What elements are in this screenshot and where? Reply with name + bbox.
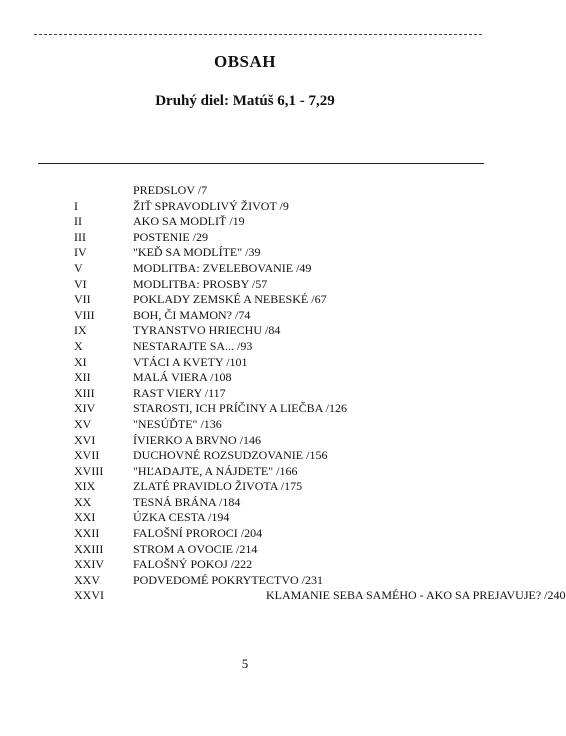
toc-entry — [0, 417, 490, 433]
toc-entry — [0, 245, 490, 261]
section-divider — [38, 163, 484, 164]
toc-entry — [0, 526, 490, 542]
toc-chapter-title: RAST VIERY /117 — [133, 385, 226, 400]
toc-chapter-title: TYRANSTVO HRIECHU /84 — [133, 323, 281, 338]
toc-chapter-number: X — [74, 338, 83, 353]
toc-entry — [0, 183, 490, 199]
toc-chapter-number: VIII — [74, 307, 95, 322]
toc-chapter-title: POSTENIE /29 — [133, 229, 208, 244]
toc-entry — [0, 433, 490, 449]
toc-chapter-number: VI — [74, 276, 87, 291]
toc-entry — [0, 308, 490, 324]
toc-chapter-title: ÚZKA CESTA /194 — [133, 510, 230, 525]
toc-chapter-title: BOH, ČI MAMON? /74 — [133, 307, 251, 322]
toc-chapter-title: PREDSLOV /7 — [133, 183, 208, 197]
toc-chapter-title: POKLADY ZEMSKÉ A NEBESKÉ /67 — [133, 292, 327, 307]
toc-chapter-title: ÍVIERKO A BRVNO /146 — [133, 432, 262, 447]
toc-entry — [0, 339, 490, 355]
toc-chapter-number: III — [74, 229, 86, 244]
toc-chapter-number: XVIII — [74, 463, 104, 478]
toc-chapter-title: MODLITBA: ZVELEBOVANIE /49 — [133, 260, 312, 275]
toc-entry — [0, 277, 490, 293]
toc-entry — [0, 510, 490, 526]
toc-entry — [0, 230, 490, 246]
page-title: OBSAH — [213, 52, 277, 71]
toc-entry — [0, 199, 490, 215]
toc-chapter-number: IX — [74, 323, 87, 338]
toc-entry — [0, 323, 490, 339]
toc-chapter-number: VII — [74, 292, 91, 307]
toc-entry — [0, 214, 490, 230]
toc-chapter-title: "HĽADAJTE, A NÁJDETE" /166 — [133, 463, 298, 478]
toc-chapter-number: XI — [74, 354, 87, 369]
toc-chapter-number: XV — [74, 416, 92, 431]
toc-chapter-number: XVI — [74, 432, 96, 447]
toc-chapter-number: I — [74, 198, 78, 213]
toc-entry — [0, 557, 490, 573]
toc-entry — [0, 386, 490, 402]
toc-chapter-number: XII — [74, 370, 91, 385]
toc-entry — [0, 261, 490, 277]
toc-chapter-number: XIX — [74, 479, 96, 494]
toc-entry — [0, 355, 490, 371]
toc-chapter-title: STAROSTI, ICH PRÍČINY A LIEČBA /126 — [133, 401, 347, 416]
toc-chapter-number: XXI — [74, 510, 96, 525]
toc-chapter-title: MALÁ VIERA /108 — [133, 370, 232, 385]
toc-entry — [0, 588, 566, 604]
toc-chapter-number: II — [74, 214, 82, 229]
toc-entry — [0, 448, 490, 464]
toc-chapter-number: XIV — [74, 401, 96, 416]
toc-chapter-number: IV — [74, 245, 87, 260]
toc-chapter-title: FALOŠNÍ PROROCI /204 — [133, 526, 263, 541]
toc-chapter-number: XXII — [74, 526, 100, 541]
toc-chapter-title: PODVEDOMÉ POKRYTECTVO /231 — [133, 572, 324, 587]
page-number: 5 — [241, 656, 249, 671]
toc-chapter-number: XX — [74, 494, 92, 509]
toc-chapter-title: FALOŠNÝ POKOJ /222 — [133, 557, 253, 572]
toc-entry — [0, 401, 490, 417]
toc-entry — [0, 479, 490, 495]
toc-chapter-title: STROM A OVOCIE /214 — [133, 541, 258, 556]
toc-chapter-title: "NESÚĎTE" /136 — [133, 416, 222, 431]
toc-chapter-number: XIII — [74, 385, 95, 400]
table-of-contents — [0, 183, 566, 604]
toc-entry — [0, 573, 490, 589]
toc-entry — [0, 542, 490, 558]
toc-chapter-title: TESNÁ BRÁNA /184 — [133, 494, 241, 509]
toc-chapter-number: XXVI — [74, 588, 104, 603]
toc-chapter-number: XXV — [74, 572, 100, 587]
toc-chapter-title: ŽIŤ SPRAVODLIVÝ ŽIVOT /9 — [133, 198, 289, 213]
toc-entry — [0, 464, 490, 480]
toc-chapter-number: XXIV — [74, 557, 104, 572]
toc-entry — [0, 495, 490, 511]
page-subtitle: Druhý diel: Matúš 6,1 - 7,29 — [155, 93, 335, 109]
toc-chapter-title: ZLATÉ PRAVIDLO ŽIVOTA /175 — [133, 479, 303, 494]
toc-chapter-title: AKO SA MODLIŤ /19 — [133, 214, 245, 229]
toc-chapter-title: VTÁCI A KVETY /101 — [133, 354, 248, 369]
toc-chapter-title: NESTARAJTE SA... /93 — [133, 338, 253, 353]
toc-chapter-title: MODLITBA: PROSBY /57 — [133, 276, 268, 291]
toc-entry — [0, 292, 490, 308]
top-dashed-rule — [34, 34, 482, 35]
toc-chapter-number: XXIII — [74, 541, 104, 556]
toc-chapter-title: DUCHOVNÉ ROZSUDZOVANIE /156 — [133, 448, 328, 463]
toc-chapter-title: KLAMANIE SEBA SAMÉHO - AKO SA PREJAVUJE? /240 — [266, 588, 566, 603]
toc-chapter-number: XVII — [74, 448, 100, 463]
toc-entry — [0, 370, 490, 386]
toc-chapter-title: "KEĎ SA MODLÍTE" /39 — [133, 245, 261, 260]
toc-chapter-number: V — [74, 260, 83, 275]
